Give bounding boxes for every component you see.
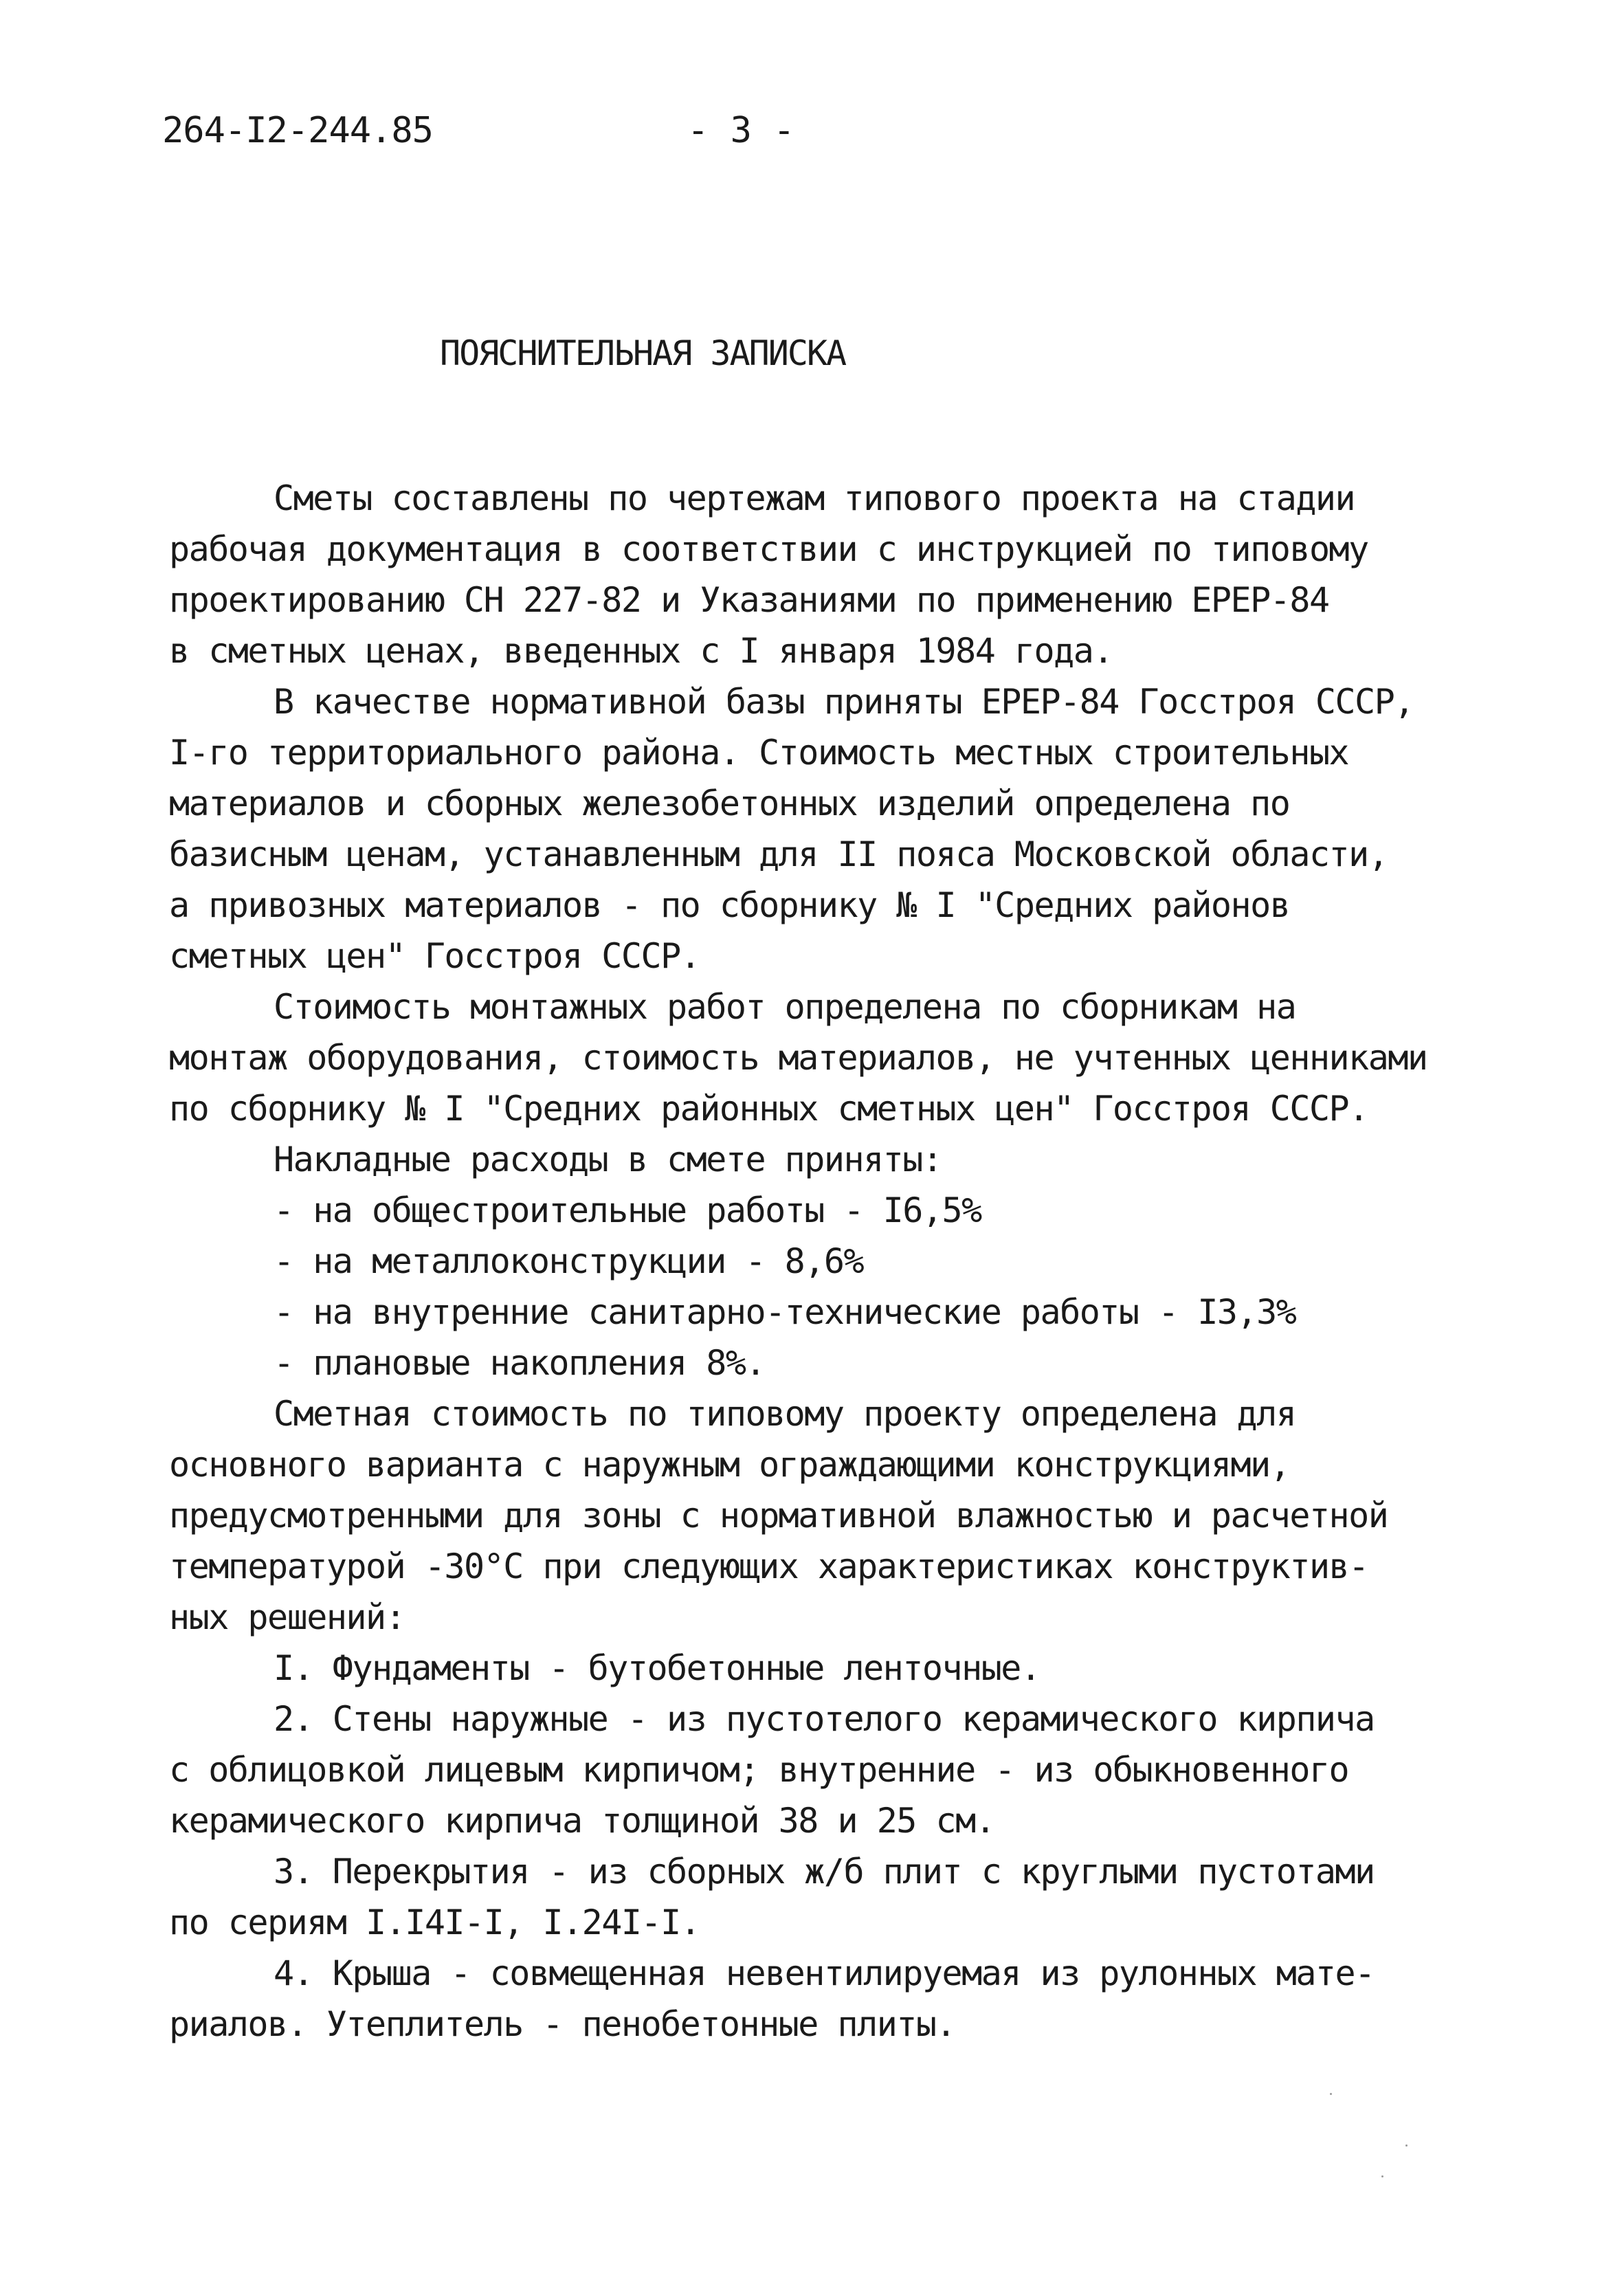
- document-code: 264-I2-244.85: [162, 110, 433, 151]
- paragraph-line: В качестве нормативной базы приняты ЕРЕР-84 Госстроя СССР,: [274, 682, 1414, 722]
- paragraph-line: сметных цен" Госстроя СССР.: [169, 936, 700, 976]
- list-item: 2. Стены наружные - из пустотелого керамического кирпича: [274, 1699, 1375, 1739]
- paragraph-line: ных решений:: [169, 1597, 405, 1637]
- paragraph-line: в сметных ценах, введенных с I января 1984 года.: [169, 631, 1113, 671]
- paragraph-line: материалов и сборных железобетонных изделий определена по: [169, 784, 1290, 823]
- paragraph-line: Накладные расходы в смете приняты:: [274, 1140, 942, 1179]
- scan-speck: [1330, 2093, 1332, 2095]
- paragraph-line: основного варианта с наружным ограждающими конструкциями,: [169, 1445, 1290, 1485]
- paragraph-line: керамического кирпича толщиной 38 и 25 см.: [169, 1801, 995, 1841]
- scan-speck: [1405, 2144, 1408, 2147]
- paragraph-line: базисным ценам, устанавленным для II пояса Московской области,: [169, 834, 1388, 874]
- paragraph-line: Сметная стоимость по типовому проекту определена для: [274, 1394, 1296, 1434]
- list-item: I. Фундаменты - бутобетонные ленточные.: [274, 1648, 1041, 1688]
- list-item: 3. Перекрытия - из сборных ж/б плит с круглыми пустотами: [274, 1852, 1375, 1892]
- list-item: - на внутренние санитарно-технические работы - I3,3%: [274, 1292, 1296, 1332]
- paragraph-line: с облицовкой лицевым кирпичом; внутренние - из обыкновенного: [169, 1750, 1349, 1790]
- paragraph-line: проектированию СН 227-82 и Указаниями по применению ЕРЕР-84: [169, 580, 1329, 620]
- list-item: 4. Крыша - совмещенная невентилируемая из рулонных мате-: [274, 1953, 1375, 1993]
- paragraph-line: монтаж оборудования, стоимость материалов, не учтенных ценниками: [169, 1038, 1427, 1078]
- page-number: - 3 -: [687, 110, 795, 151]
- list-item: - на металлоконструкции - 8,6%: [274, 1241, 864, 1281]
- document-body: [169, 473, 1557, 2050]
- page-title: ПОЯСНИТЕЛЬНАЯ ЗАПИСКА: [440, 333, 846, 373]
- list-item: - на общестроительные работы - I6,5%: [274, 1190, 981, 1230]
- paragraph-line: а привозных материалов - по сборнику № I "Средних районов: [169, 885, 1290, 925]
- paragraph-line: по сборнику № I "Средних районных сметных цен" Госстроя СССР.: [169, 1089, 1368, 1129]
- paragraph-line: риалов. Утеплитель - пенобетонные плиты.: [169, 2004, 956, 2044]
- paragraph-line: температурой -30°С при следующих характеристиках конструктив-: [169, 1546, 1368, 1586]
- paragraph-line: рабочая документация в соответствии с инструкцией по типовому: [169, 529, 1368, 569]
- paragraph-line: Стоимость монтажных работ определена по сборникам на: [274, 987, 1296, 1027]
- paragraph-line: I-го территориального района. Стоимость местных строительных: [169, 733, 1349, 773]
- paragraph-line: предусмотренными для зоны с нормативной влажностью и расчетной: [169, 1496, 1388, 1535]
- paragraph-line: Сметы составлены по чертежам типового проекта на стадии: [274, 478, 1355, 518]
- list-item: - плановые накопления 8%.: [274, 1343, 766, 1383]
- paragraph-line: по сериям I.I4I-I, I.24I-I.: [169, 1903, 700, 1942]
- scan-speck: [1381, 2175, 1383, 2177]
